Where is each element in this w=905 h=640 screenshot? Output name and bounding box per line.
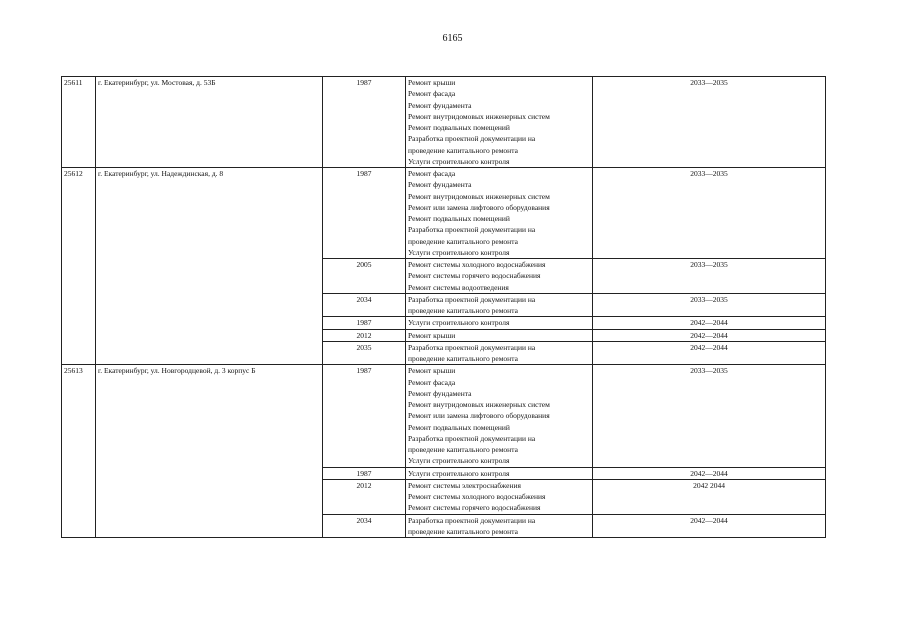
work-item: Ремонт системы электроснабжения xyxy=(408,480,521,490)
period-cell: 2042—2044 xyxy=(593,514,826,538)
work-item: Ремонт системы водоотведения xyxy=(408,282,509,292)
works-cell xyxy=(406,514,593,538)
year-cell: 2012 xyxy=(323,479,406,514)
work-item: Ремонт крыши xyxy=(408,330,456,340)
work-item: Ремонт фундамента xyxy=(408,100,472,110)
works-cell xyxy=(406,365,593,467)
works-cell xyxy=(406,329,593,341)
address-cell: г. Екатеринбург, ул. Надеждинская, д. 8 xyxy=(96,168,323,365)
year-cell: 2035 xyxy=(323,341,406,365)
work-item: проведение капитального ремонта xyxy=(408,445,518,454)
address-cell: г. Екатеринбург, ул. Мостовая, д. 53Б xyxy=(96,77,323,168)
work-item: Ремонт внутридомовых инженерных систем xyxy=(408,191,550,201)
period-cell: 2042—2044 xyxy=(593,329,826,341)
period-cell: 2042—2044 xyxy=(593,341,826,365)
year-cell: 2005 xyxy=(323,259,406,294)
work-item: проведение капитального ремонта xyxy=(408,236,518,246)
house-id-cell: 25612 xyxy=(62,168,96,365)
work-item: Ремонт системы холодного водоснабжения xyxy=(408,260,546,269)
work-item: Разработка проектной документации на xyxy=(408,515,536,525)
work-item: Ремонт внутридомовых инженерных систем xyxy=(408,111,550,121)
work-item: Разработка проектной документации на xyxy=(408,134,536,144)
works-cell xyxy=(406,467,593,479)
work-item: Ремонт подвальных помещений xyxy=(408,422,510,432)
work-item: Ремонт системы горячего водоснабжения xyxy=(408,271,541,281)
period-cell: 2033—2035 xyxy=(593,259,826,294)
work-item: Разработка проектной документации на xyxy=(408,342,536,352)
work-item: Ремонт внутридомовых инженерных систем xyxy=(408,400,550,409)
work-item: проведение капитального ремонта xyxy=(408,306,518,315)
works-cell xyxy=(406,259,593,294)
work-item: проведение капитального ремонта xyxy=(408,145,518,155)
table-body xyxy=(62,77,826,538)
period-cell: 2033—2035 xyxy=(593,77,826,168)
house-id-cell: 25613 xyxy=(62,365,96,538)
table-row xyxy=(62,365,826,467)
work-item: Ремонт фундамента xyxy=(408,180,472,190)
year-cell: 2034 xyxy=(323,514,406,538)
work-item: Ремонт системы холодного водоснабжения xyxy=(408,492,546,501)
period-cell: 2033—2035 xyxy=(593,365,826,467)
repair-schedule-table xyxy=(61,76,826,538)
work-item: Услуги строительного контроля xyxy=(408,456,510,466)
table-row xyxy=(62,168,826,259)
work-item: Ремонт фасада xyxy=(408,377,456,387)
work-item: Ремонт крыши xyxy=(408,78,456,87)
work-item: Ремонт подвальных помещений xyxy=(408,123,510,132)
work-item: Разработка проектной документации на xyxy=(408,225,536,235)
year-cell: 1987 xyxy=(323,467,406,479)
works-cell xyxy=(406,77,593,168)
work-item: Ремонт фундамента xyxy=(408,388,472,398)
year-cell: 1987 xyxy=(323,77,406,168)
table-row xyxy=(62,77,826,168)
work-item: Ремонт фасада xyxy=(408,169,456,178)
work-item: Ремонт системы горячего водоснабжения xyxy=(408,503,541,513)
work-item: Ремонт или замена лифтового оборудования xyxy=(408,411,550,421)
work-item: Услуги строительного контроля xyxy=(408,468,510,478)
work-item: Ремонт или замена лифтового оборудования xyxy=(408,202,550,212)
year-cell: 1987 xyxy=(323,365,406,467)
period-cell: 2033—2035 xyxy=(593,293,826,317)
work-item: Ремонт подвальных помещений xyxy=(408,214,510,223)
address-cell: г. Екатеринбург, ул. Новгородцевой, д. 3 корпус Б xyxy=(96,365,323,538)
work-item: Услуги строительного контроля xyxy=(408,247,510,257)
works-cell xyxy=(406,293,593,317)
year-cell: 1987 xyxy=(323,317,406,329)
work-item: Ремонт фасада xyxy=(408,89,456,99)
period-cell: 2042 2044 xyxy=(593,479,826,514)
period-cell: 2042—2044 xyxy=(593,467,826,479)
work-item: Разработка проектной документации на xyxy=(408,294,536,304)
work-item: Услуги строительного контроля xyxy=(408,156,510,166)
house-id-cell: 25611 xyxy=(62,77,96,168)
year-cell: 1987 xyxy=(323,168,406,259)
year-cell: 2034 xyxy=(323,293,406,317)
period-cell: 2042—2044 xyxy=(593,317,826,329)
period-cell: 2033—2035 xyxy=(593,168,826,259)
work-item: Услуги строительного контроля xyxy=(408,318,510,328)
work-item: Ремонт крыши xyxy=(408,366,456,376)
page-number: 6165 xyxy=(442,33,463,44)
work-item: проведение капитального ремонта xyxy=(408,354,518,363)
year-cell: 2012 xyxy=(323,329,406,341)
works-cell xyxy=(406,341,593,365)
works-cell xyxy=(406,317,593,329)
works-cell xyxy=(406,168,593,259)
works-cell xyxy=(406,479,593,514)
work-item: Разработка проектной документации на xyxy=(408,433,536,443)
work-item: проведение капитального ремонта xyxy=(408,526,518,536)
